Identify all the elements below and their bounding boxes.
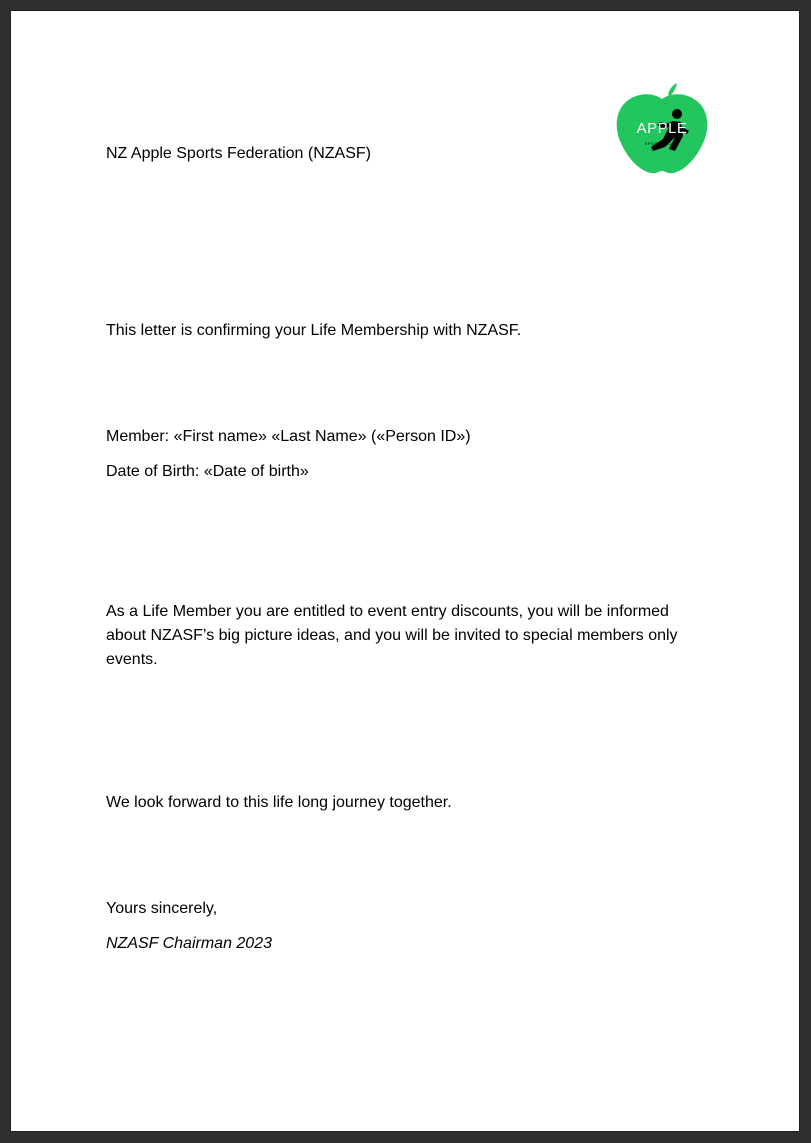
signoff: Yours sincerely, xyxy=(106,900,218,917)
date-of-birth-line: Date of Birth: «Date of birth» xyxy=(106,463,309,480)
closing-line: We look forward to this life long journey together. xyxy=(106,794,452,811)
confirmation-line: This letter is confirming your Life Membership with NZASF. xyxy=(106,322,522,339)
signature: NZASF Chairman 2023 xyxy=(106,935,272,952)
letter-page xyxy=(11,11,799,1131)
member-line: Member: «First name» «Last Name» («Person ID») xyxy=(106,428,471,445)
logo-subtitle: SPORTS CLUB xyxy=(644,141,680,146)
runner-head-icon xyxy=(672,109,682,119)
apple-leaf-icon xyxy=(668,83,677,96)
benefits-paragraph: As a Life Member you are entitled to event entry discounts, you will be informed about NZASF’s big picture ideas, and you will be invited to special members only events. xyxy=(106,603,678,668)
apple-sports-logo xyxy=(613,81,711,179)
organization-name: NZ Apple Sports Federation (NZASF) xyxy=(106,145,371,162)
logo-wordmark: APPLE xyxy=(636,120,688,137)
